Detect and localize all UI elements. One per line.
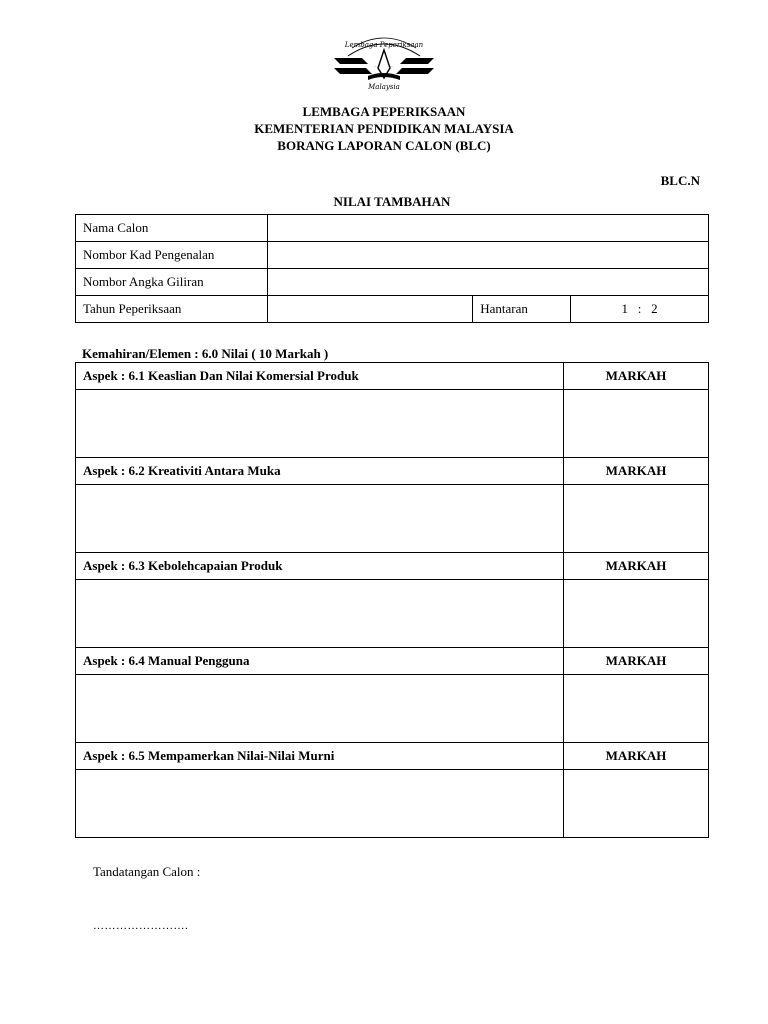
aspect-header-row bbox=[76, 743, 709, 770]
aspect-comment-cell[interactable] bbox=[76, 485, 564, 553]
ic-field[interactable] bbox=[267, 242, 708, 269]
aspect-comment-cell[interactable] bbox=[76, 770, 564, 838]
info-row-year bbox=[76, 296, 709, 323]
aspect-body-row bbox=[76, 485, 709, 553]
aspect-mark-cell[interactable] bbox=[564, 390, 709, 458]
form-subtitle: NILAI TAMBAHAN bbox=[333, 194, 451, 209]
aspect-title: Aspek : 6.1 Keaslian Dan Nilai Komersial Produk bbox=[76, 363, 564, 390]
signature-line[interactable]: ……………………. bbox=[93, 920, 189, 932]
aspect-body-row bbox=[76, 675, 709, 743]
info-row-ic bbox=[76, 242, 709, 269]
aspect-title: Aspek : 6.3 Kebolehcapaian Produk bbox=[76, 553, 564, 580]
hantaran-label: Hantaran bbox=[473, 296, 571, 323]
svg-text:Lembaga Peperiksaan: Lembaga Peperiksaan bbox=[344, 41, 424, 49]
aspect-body-row bbox=[76, 390, 709, 458]
aspect-header-row bbox=[76, 363, 709, 390]
markah-header: MARKAH bbox=[564, 648, 709, 675]
svg-text:Malaysia: Malaysia bbox=[368, 83, 400, 91]
aspect-header-row bbox=[76, 553, 709, 580]
ic-label: Nombor Kad Pengenalan bbox=[76, 242, 268, 269]
exam-year-label: Tahun Peperiksaan bbox=[76, 296, 268, 323]
markah-header: MARKAH bbox=[564, 363, 709, 390]
markah-header: MARKAH bbox=[564, 458, 709, 485]
svg-text:···: ··· bbox=[390, 64, 394, 69]
aspect-body-row bbox=[76, 770, 709, 838]
lembaga-peperiksaan-logo bbox=[332, 34, 436, 92]
aspect-title: Aspek : 6.4 Manual Pengguna bbox=[76, 648, 564, 675]
header-line-1: LEMBAGA PEPERIKSAAN bbox=[302, 104, 466, 119]
aspect-mark-cell[interactable] bbox=[564, 485, 709, 553]
aspect-mark-cell[interactable] bbox=[564, 770, 709, 838]
header-line-3: BORANG LAPORAN CALON (BLC) bbox=[277, 138, 491, 153]
aspect-comment-cell[interactable] bbox=[76, 390, 564, 458]
aspect-title: Aspek : 6.5 Mempamerkan Nilai-Nilai Murni bbox=[76, 743, 564, 770]
signature-label: Tandatangan Calon : bbox=[93, 864, 201, 879]
aspect-title: Aspek : 6.2 Kreativiti Antara Muka bbox=[76, 458, 564, 485]
aspect-mark-cell[interactable] bbox=[564, 580, 709, 648]
aspect-comment-cell[interactable] bbox=[76, 675, 564, 743]
index-number-field[interactable] bbox=[267, 269, 708, 296]
info-row-index bbox=[76, 269, 709, 296]
exam-year-field[interactable] bbox=[267, 296, 473, 323]
aspect-header-row bbox=[76, 648, 709, 675]
name-label: Nama Calon bbox=[76, 215, 268, 242]
skill-element-heading: Kemahiran/Elemen : 6.0 Nilai ( 10 Markah ) bbox=[82, 346, 329, 361]
markah-header: MARKAH bbox=[564, 553, 709, 580]
aspect-header-row bbox=[76, 458, 709, 485]
aspect-comment-cell[interactable] bbox=[76, 580, 564, 648]
name-field[interactable] bbox=[267, 215, 708, 242]
aspect-marks-table bbox=[75, 362, 709, 838]
markah-header: MARKAH bbox=[564, 743, 709, 770]
aspect-mark-cell[interactable] bbox=[564, 675, 709, 743]
hantaran-value: 1 : 2 bbox=[571, 296, 709, 323]
candidate-info-table bbox=[75, 214, 709, 323]
index-number-label: Nombor Angka Giliran bbox=[76, 269, 268, 296]
svg-text:···: ··· bbox=[374, 64, 378, 69]
info-row-name bbox=[76, 215, 709, 242]
header-line-2: KEMENTERIAN PENDIDIKAN MALAYSIA bbox=[254, 121, 514, 136]
form-code: BLC.N bbox=[660, 173, 700, 188]
aspect-body-row bbox=[76, 580, 709, 648]
